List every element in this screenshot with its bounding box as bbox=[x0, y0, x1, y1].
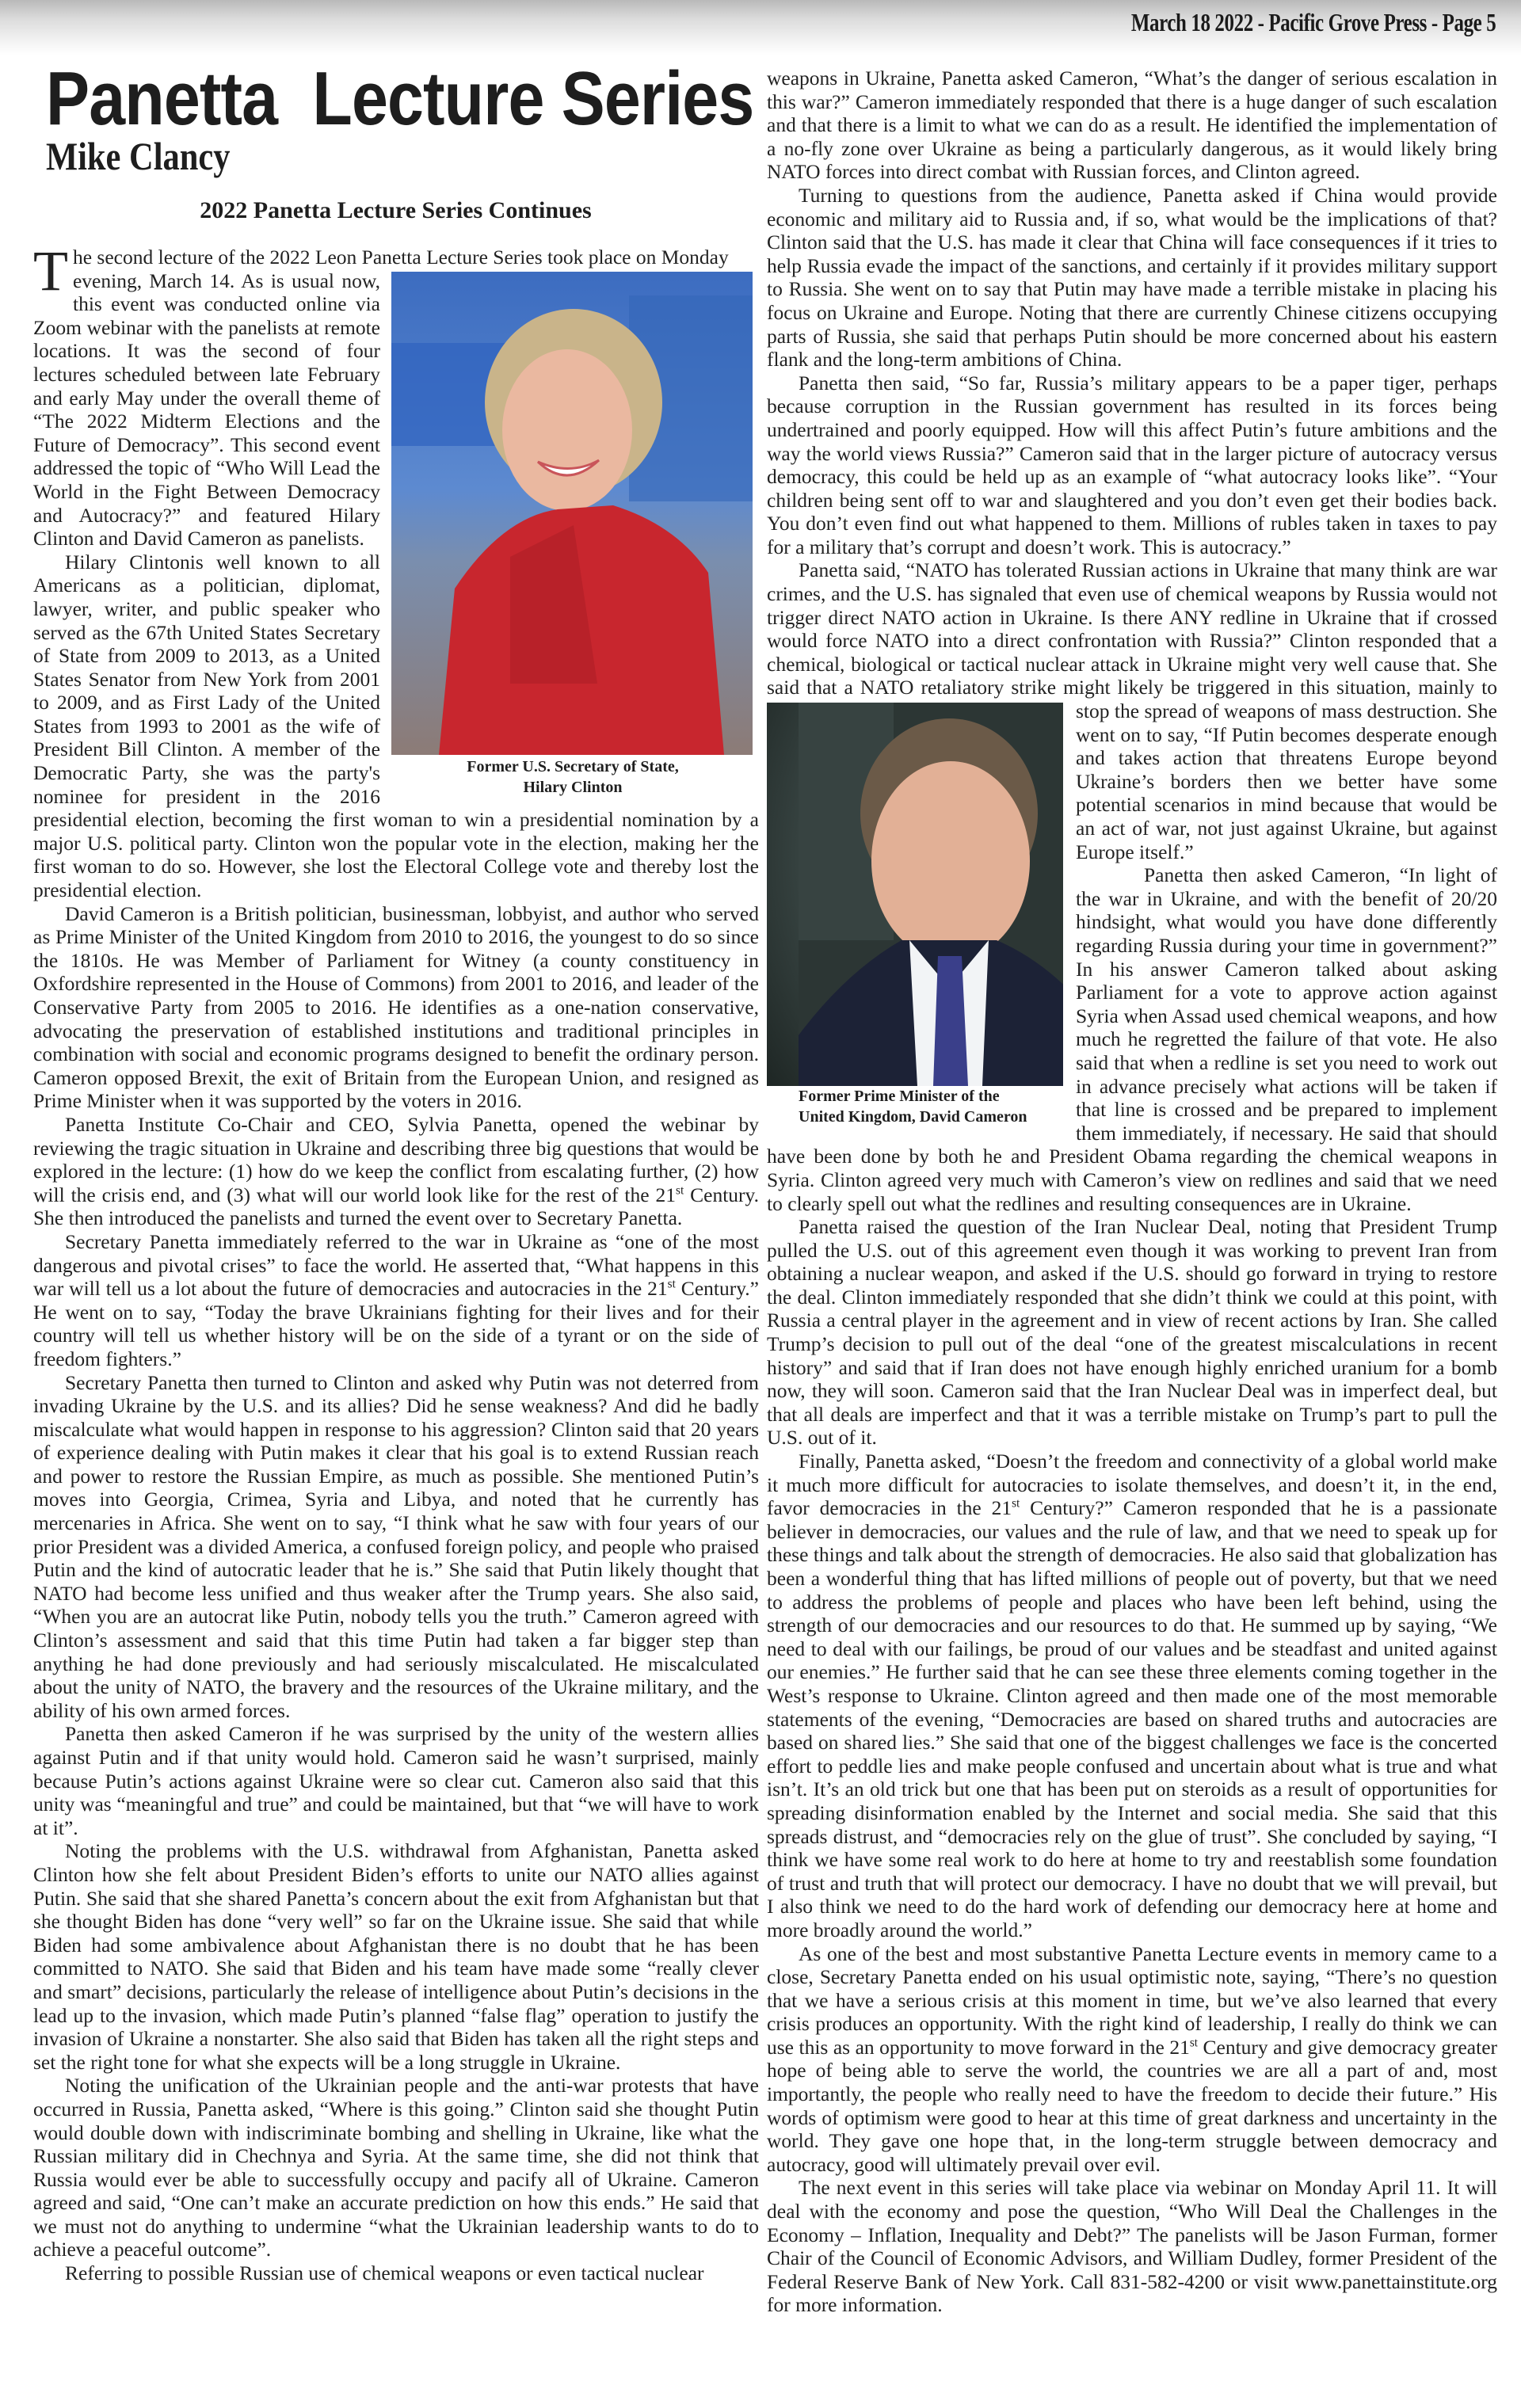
ordinal-suffix: st bbox=[676, 1183, 684, 1198]
paragraph: Panetta then asked Cameron, “In light of the war in Ukraine, and with the benefit of 20/20 hindsight, what would you have done differently regarding Russia during your time in government?” In his answer Cameron talked about asking Parliament for a vote to approve action against Syria when Assad used chemical weapons, and how much he regretted the failure of that vote. He also said that when a redline is set you need to work out in advance precisely what actions will be taken if that line is crossed and be prepared to implement them immediately, if necessary. He said that should have been done by both he and President Obama regarding the chemical weapons in Syria. Clinton agreed very much with Cameron’s view on redlines and said that we need to clearly spell out what the redlines and resulting consequences are in Ukraine. bbox=[767, 863, 1497, 1215]
clinton-photo bbox=[391, 272, 753, 755]
paragraph: Noting the unification of the Ukrainian people and the anti-war protests that have occurred in Russia, Panetta asked, “Where is this going.” Clinton said she thought Putin would double down with indiscriminate bombing and shelling in Ukraine, like what the Russian military did in Chechnya and Syria. At the same time, she did not think that Russia would ever be able to successfully occupy and pacify all of Ukraine. Cameron agreed and said, “One can’t make an accurate prediction on how this ends.” He said that we must not do anything to undermine “what the Ukrainian leadership wants to do to achieve a peaceful outcome”. bbox=[33, 2074, 759, 2261]
clinton-caption-line1: Former U.S. Secretary of State, bbox=[467, 757, 679, 775]
intro-paragraph-rest: evening, March 14. As is usual now, this event was conducted online via Zoom webinar with the panelists at remote locations. It was the second of four lectures scheduled between late February and early May under the overall theme of “The 2022 Midterm Elections and the Future of Democracy”. This second event addressed the topic of “Who Will Lead the World in the Fight Between Democracy and Autocracy?” and featured Hilary Clinton and David Cameron as panelists. bbox=[33, 269, 380, 551]
cameron-photo bbox=[767, 703, 1063, 1086]
right-column bbox=[767, 67, 1497, 2317]
paragraph: Panetta raised the question of the Iran Nuclear Deal, noting that President Trump pulled the U.S. out of this agreement even though it was working to prevent Iran from obtaining a nuclear weapon, and asked if the U.S. should go forward in trying to restore the deal. Clinton immediately responded that she didn’t think we could at this point, with Russia a central player in the agreement and in view of recent actions by Iran. She called Trump’s decision to pull out of the deal “one of the greatest miscalculations in recent history” and said that if Iran does not have enough highly enriched uranium for a bomb now, they will soon. Cameron said that the Iran Nuclear Deal was in imperfect deal, but that all deals are imperfect and that it was a terrible mistake on Trump’s part to pull the U.S. out of it. bbox=[767, 1215, 1497, 1450]
paragraph: Panetta then asked Cameron if he was surprised by the unity of the western allies against Putin and if that unity would hold. Cameron said he wasn’t surprised, mainly because Putin’s actions against Ukraine were so clear cut. Cameron also said that this unity was “meaningful and true” and could be maintained, but that “we will have to work at it”. bbox=[33, 1722, 759, 1839]
left-column bbox=[33, 239, 759, 2285]
drop-cap: T bbox=[33, 239, 68, 303]
running-head: March 18 2022 - Pacific Grove Press - Page 5 bbox=[1130, 8, 1496, 36]
clinton-figure bbox=[387, 272, 759, 798]
cameron-caption-line1: Former Prime Minister of the bbox=[799, 1088, 1000, 1106]
paragraph: Turning to questions from the audience, Panetta asked if China would provide economic and military aid to Russia and, if so, what would be the implications of that? Clinton said that the U.S. has made it clear that China will face consequences if it tries to help Russia evade the impact of the sanctions, and certainly if it provides military support to Russia. She went on to say that Putin may have made a terrible mistake in placing his focus on Ukraine and Europe. Noting that there are currently Chinese citizens occupying parts of Russia, she said that perhaps Putin should be more concerned about his eastern flank and the long-term ambitions of China. bbox=[767, 183, 1497, 371]
intro-paragraph bbox=[33, 239, 759, 303]
paragraph: Panetta said, “NATO has tolerated Russian actions in Ukraine that many think are war crimes, and the U.S. has signaled that even use of chemical weapons by Russia would not trigger direct NATO action in Ukraine. Is there ANY redline in Ukraine that if crossed would force NATO into a direct confrontation with Russia?” Clinton responded that a chemical, biological or tactical nuclear attack in Ukraine might very well cause that. She said that a NATO retaliatory strike might likely be triggered in Former Prime Minister of the United Kingdom, David Cameron this situation, mainly to stop the spread of weapons of mass destruction. She went on to say, “If Putin becomes desperate enough and takes action that threatens Europe beyond Ukraine’s borders then we better have some potential scenarios in mind because that would be an act of war, not just against Ukraine, but against Europe itself.” bbox=[767, 558, 1497, 1126]
cameron-caption-line2: United Kingdom, David Cameron bbox=[799, 1108, 1027, 1126]
ordinal-suffix: st bbox=[667, 1277, 676, 1291]
paragraph: David Cameron is a British politician, businessman, lobbyist, and author who served as Prime Minister of the United Kingdom from 2010 to 2016, the youngest to do so since the 1810s. He was Member of Parliament for Witney (a county constituency in Oxfordshire represented in the House of Commons) from 2001 to 2016, and leader of the Conservative Party from 2005 to 2016. He identifies as a one-nation conservative, advocating the preservation of established institutions and traditional principles in combination with social and economic programs designed to benefit the ordinary person. Cameron opposed Brexit, the exit of Britain from the European Union, and resigned as Prime Minister when it was supported by the voters in 2016. bbox=[33, 901, 759, 1113]
paragraph: Secretary Panetta immediately referred to the war in Ukraine as “one of the most dangerous and pivotal crises” to face the world. He asserted that, “What happens in this war will tell us a lot about the future of democracies and autocracies in the 21st Century.” He went on to say, “Today the brave Ukrainians fighting for their lives and for their country will tell us whether history will be on the side of a tyrant or on the side of freedom fighters.” bbox=[33, 1229, 759, 1370]
ordinal-suffix: st bbox=[1189, 2036, 1199, 2050]
cameron-portrait-illustration bbox=[799, 703, 1063, 1086]
paragraph: Panetta then said, “So far, Russia’s military appears to be a paper tiger, perhaps because corruption in the Russian government has resulted in its forces being undertrained and poorly equipped. How will this affect Putin’s future ambitions and the way the world views Russia?” Cameron said that in the larger picture of autocracy versus democracy, this could be held up as an example of “what autocracy looks like”. “Your children being sent off to war and slaughtered and you don’t even get their bodies back. You don’t even find out what happened to them. Millions of rubles taken in taxes to pay for a military that’s corrupt and doesn’t work. This is autocracy.” bbox=[767, 371, 1497, 558]
paragraph: Panetta Institute Co-Chair and CEO, Sylvia Panetta, opened the webinar by reviewing the tragic situation in Ukraine and describing three big questions that would be explored in the lecture: (1) how do we keep the conflict from escalating further, (2) how will the crisis end, and (3) what will our world look like for the rest of the 21st Century. She then introduced the panelists and turned the event over to Secretary Panetta. bbox=[33, 1112, 759, 1230]
clinton-caption-line2: Hilary Clinton bbox=[523, 778, 623, 796]
paragraph: Noting the problems with the U.S. withdrawal from Afghanistan, Panetta asked Clinton how she felt about President Biden’s efforts to unite our NATO allies against Putin. She said that she shared Panetta’s concern about the exit from Afghanistan but that she thought Biden has done “very well” so far on the Ukraine issue. She said that while Biden had some ambivalence about Afghanistan there is no doubt that he has been committed to NATO. She said that Biden and his team have made some “really clever and smart” decisions, particularly the release of intelligence about Putin’s decisions in the lead up to the invasion, which made Putin’s planned “false flag” operation to justify the invasion of Ukraine a nonstarter. She also said that Biden has taken all the right steps and set the right tone for what she expects will be a long struggle in Ukraine. bbox=[33, 1839, 759, 2074]
paragraph: Referring to possible Russian use of chemical weapons or even tactical nuclear bbox=[65, 2261, 704, 2285]
cameron-face bbox=[871, 761, 1030, 961]
paragraph: Finally, Panetta asked, “Doesn’t the freedom and connectivity of a global world make it much more difficult for autocracies to isolate themselves, and doesn’t it, in the end, favor democracies in the 21st Century?” Cameron responded that he is a passionate believer in democracies, our values and the rule of law, and that we need to speak up for these things and talk about the strength of democracies. He also said that globalization has been a wonderful thing that has lifted millions of people out of poverty, but that we need to address the problems of people and places who have been left behind, using the strength of our democracies and our resources to do that. He summed up by saying, “We need to deal with our failings, be proud of our values and be steadfast and united against our enemies.” He further said that he can see these three elements coming together in the West’s response to Ukraine. Clinton agreed and then made one of the most memorable statements of the evening, “Democracies are based on shared truths and autocracies are based on shared lies.” She said that one of the biggest challenges we face is the concerted effort to peddle lies and make people confused and uncertain about what is true and what isn’t. It’s an old trick but one that has been put on steroids as a result of opportunities for spreading disinformation enabled by the Internet and social media. She said that this spreads distrust, and “democracies rely on the glue of trust”. She concluded by saying, “I think we have some real work to do here at home to try and reestablish some foundation of trust and truth that will protect our democracy. I have no doubt that we will prevail, but I also think we need to do the hard work of defending our democracy here at home and more broadly around the world.” bbox=[767, 1450, 1497, 1941]
paragraph: The next event in this series will take place via webinar on Monday April 11. It will deal with the economy and pose the question, “Who Will Deal the Challenges in the Economy – Inflation, Inequality and Debt?” The panelists will be Jason Furman, former Chair of the Council of Economic Advisors, and William Dudley, former President of the Federal Reserve Bank of New York. Call 831-582-4200 or visit www.panettainstitute.org for more information. bbox=[767, 2176, 1497, 2317]
byline: Mike Clancy bbox=[46, 134, 231, 178]
clinton-face bbox=[502, 349, 632, 511]
article-title: Panetta Lecture Series bbox=[46, 56, 754, 141]
clinton-portrait-illustration bbox=[391, 272, 753, 755]
cameron-figure bbox=[767, 703, 1065, 1127]
ordinal-suffix: st bbox=[1012, 1496, 1020, 1511]
cameron-caption bbox=[767, 1086, 1065, 1127]
subheadline: 2022 Panetta Lecture Series Continues bbox=[200, 197, 592, 223]
intro-first-line: he second lecture of the 2022 Leon Panetta Lecture Series took place on Monday bbox=[72, 246, 729, 269]
paragraph: As one of the best and most substantive Panetta Lecture events in memory came to a close, Secretary Panetta ended on his usual optimistic note, saying, “There’s no question that we have a serious crisis at this moment in time, but we’ve also learned that every crisis produces an opportunity. With the right kind of leadership, I really do think we can use this as an opportunity to move forward in the 21st Century and give democracy greater hope of being able to serve the world, the countries we are all a part of and, most importantly, the people who really need to have the freedom to decide their future.” His words of optimism were good to hear at this time of great darkness and uncertainty in the world. They gave one hope that, in the long-term struggle between democracy and autocracy, good will ultimately prevail over evil. bbox=[767, 1941, 1498, 2176]
paragraph: Secretary Panetta then turned to Clinton and asked why Putin was not deterred from invading Ukraine by the U.S. and its allies? Did he sense weakness? And did he badly miscalculate what would happen in response to his aggression? Clinton said that 20 years of experience dealing with Putin makes it clear that his goal is to extend Russian reach and power to restore the Russian Empire, as much as possible. She mentioned Putin’s moves into Georgia, Crimea, Syria and Libya, and noted that he currently has mercenaries in Africa. She went on to say, “I think what he saw with four years of our prior President was a divided America, a confused foreign policy, and people who praised Putin and the kind of autocratic leader that he is.” She said that Putin likely thought that NATO had become less unified and thus weaker after the Trump years. She also said, “When you are an autocrat like Putin, nobody tells you the truth.” Cameron agreed with Clinton’s assessment and said that this time Putin had taken a far bigger step than anything he had done previously and had seriously miscalculated. He miscalculated about the unity of NATO, the bravery and the resources of the Ukraine military, and the ability of his own armed forces. bbox=[33, 1370, 759, 1722]
paragraph: Hilary Clintonis well known to all Americans as a politician, diplomat, lawyer, writer, and public speaker who served as the 67th United States Secretary of State from 2009 to 2013, as a United States Senator from New York from 2001 to 2009, and as First Lady of the United States from 1993 to 2001 as the wife of President Bill Clinton. A member of the Democratic Party, she was the party's nominee for president in the 2016 presidential election, becoming the first woman to win a presidential nomination by a major U.S. political party. Clinton won the popular vote in the election, making her the first woman to do so. However, she lost the Electoral College vote and thereby lost the presidential election. bbox=[33, 550, 759, 902]
paragraph: weapons in Ukraine, Panetta asked Cameron, “What’s the danger of serious escalation in this war?” Cameron immediately responded that there is a huge danger of such escalation and that there is a limit to what we can do as a result. He identified the implementation of a no-fly zone over Ukraine as being a particularly dangerous, as it would likely bring NATO forces into direct combat with Russian forces, and Clinton agreed. bbox=[767, 67, 1497, 184]
clinton-caption bbox=[387, 756, 759, 798]
